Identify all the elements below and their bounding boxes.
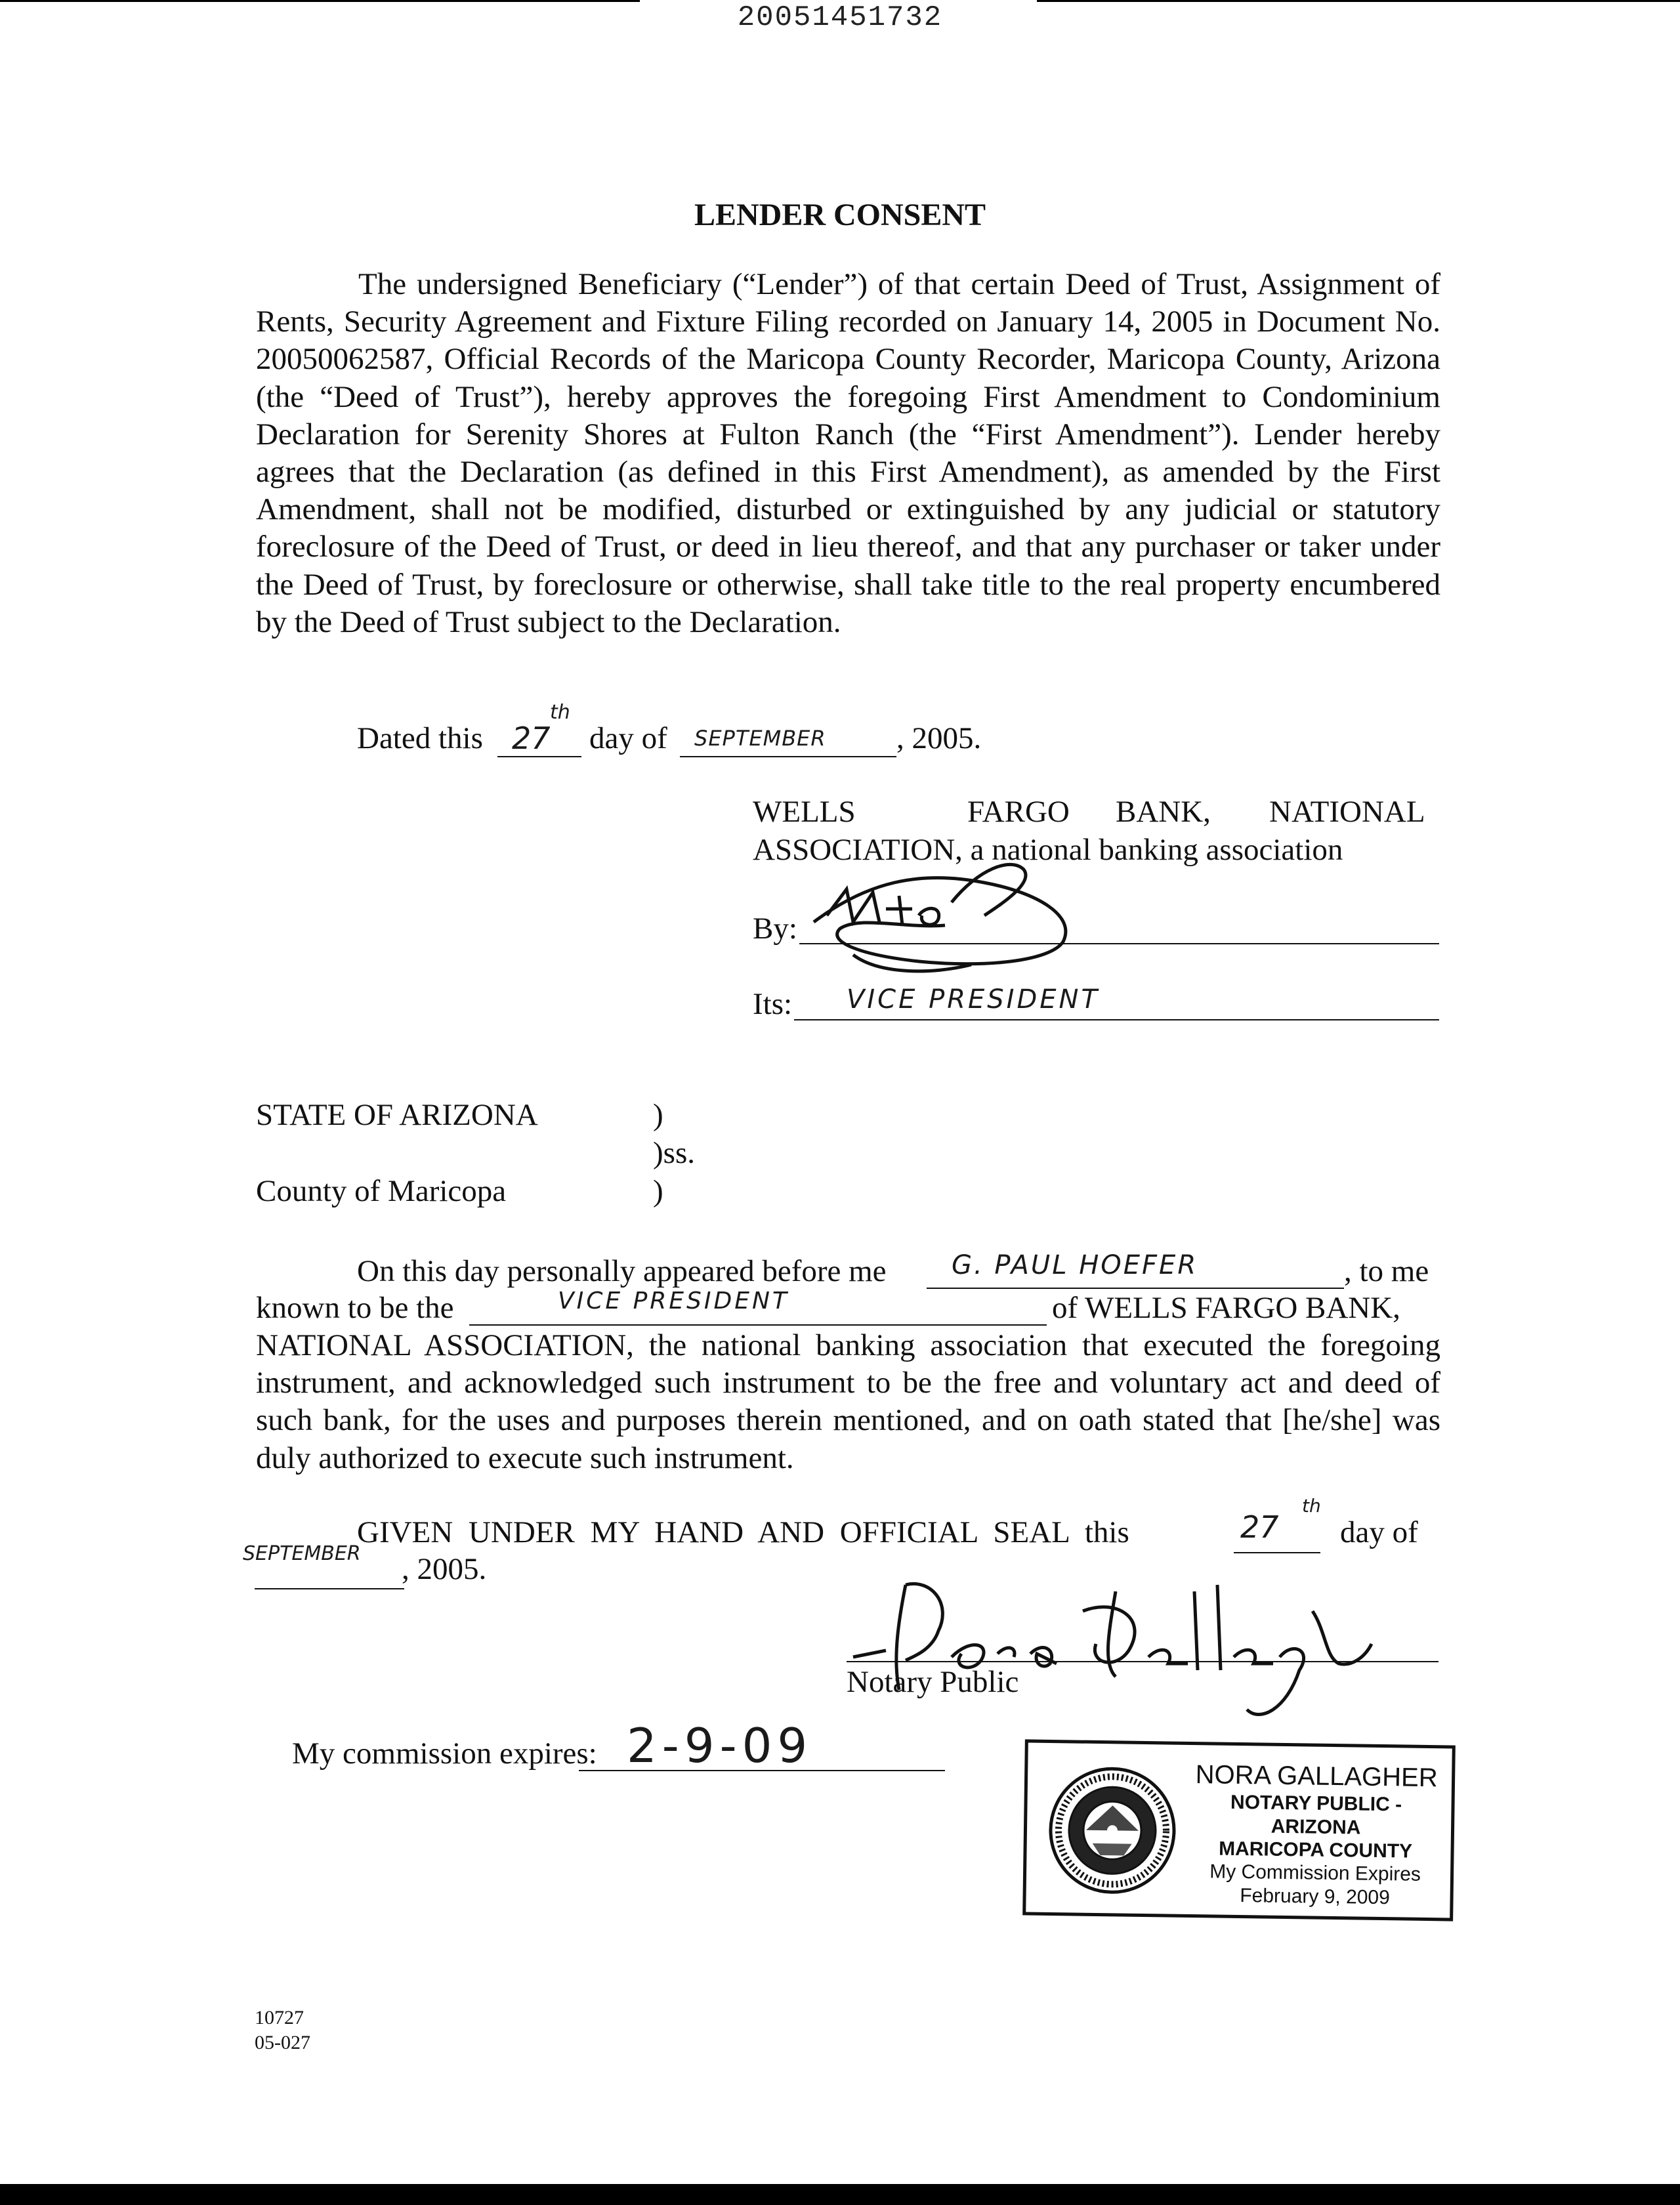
venue-state: STATE OF ARIZONA	[256, 1098, 538, 1132]
document-number: 20051451732	[737, 1, 943, 34]
ack-name: G. PAUL HOEFER	[952, 1250, 1198, 1280]
consent-text: The undersigned Beneficiary (“Lender”) of that certain Deed of Trust, Assignment of Rents, Security Agreement and Fixture Filing recorded on January 14, 2005 in Document No. 20050062587, Official Records of the Maricopa County Recorder, Maricopa County, Arizona (the “Deed of Trust”), hereby approves the foregoing First Amendment to Condominium Declaration for Serenity Shores at Fulton Ranch (the “First Amendment”). Lender hereby agrees that the Declaration (as defined in this First Amendment), as amended by the First Amendment, shall not be modified, disturbed or extinguished by any judicial or statutory foreclosure of the Deed of Trust, or deed in lieu thereof, and that any purchaser or taker under the Deed of Trust, by foreclosure or otherwise, shall take title to the real property encumbered by the Deed of Trust subject to the Declaration.	[256, 267, 1440, 639]
footer-code-1: 10727	[255, 2007, 304, 2028]
its-label: Its:	[753, 987, 793, 1021]
given-day: 27	[1240, 1509, 1279, 1545]
commission-value: 2-9-09	[627, 1718, 813, 1773]
stamp-commission-label: My Commission Expires	[1209, 1860, 1421, 1886]
bank-word-1: WELLS	[753, 795, 856, 829]
notary-seal-icon	[1046, 1764, 1179, 1897]
given-day-underline	[1234, 1552, 1320, 1553]
given-month: SEPTEMBER	[243, 1542, 361, 1565]
given-line1-suffix: day of	[1340, 1515, 1418, 1549]
consent-paragraph	[256, 266, 1440, 641]
stamp-county: MARICOPA COUNTY	[1218, 1838, 1413, 1862]
scan-edge-bottom	[0, 2184, 1680, 2205]
venue-paren-bottom: )	[653, 1174, 663, 1208]
ack-line1-prefix: On this day personally appeared before me	[357, 1254, 887, 1288]
bank-word-4: NATIONAL	[1269, 795, 1425, 829]
stamp-text	[1190, 1759, 1441, 1910]
notary-stamp	[1022, 1739, 1456, 1921]
page-title: LENDER CONSENT	[694, 198, 986, 232]
dated-month-underline	[680, 756, 896, 757]
given-year: , 2005.	[402, 1552, 487, 1586]
ack-paragraph	[256, 1327, 1440, 1477]
venue-ss: )ss.	[653, 1136, 695, 1170]
dated-month: SEPTEMBER	[694, 726, 826, 751]
ack-title: VICE PRESIDENT	[558, 1288, 789, 1314]
lender-signature	[788, 843, 1102, 978]
given-day-suffix: th	[1302, 1495, 1321, 1517]
stamp-commission-date: February 9, 2009	[1240, 1884, 1391, 1908]
dated-prefix: Dated this	[357, 721, 483, 755]
ack-title-underline	[469, 1324, 1047, 1326]
dated-year: , 2005.	[896, 721, 982, 755]
ack-line1-suffix: , to me	[1344, 1254, 1429, 1288]
given-month-underline	[255, 1588, 404, 1589]
bank-word-3: BANK,	[1116, 795, 1211, 829]
bank-word-2: FARGO	[967, 795, 1070, 829]
commission-label: My commission expires:	[292, 1736, 597, 1771]
footer-codes	[255, 2006, 310, 2055]
dated-day: 27	[512, 721, 551, 756]
stamp-title: NOTARY PUBLIC - ARIZONA	[1230, 1792, 1402, 1839]
its-value: VICE PRESIDENT	[847, 984, 1100, 1015]
dated-day-suffix: th	[550, 701, 570, 724]
notary-signature-line	[847, 1661, 1438, 1662]
notary-label: Notary Public	[847, 1665, 1019, 1699]
stamp-name: NORA GALLAGHER	[1195, 1760, 1438, 1793]
ack-line2-suffix: of WELLS FARGO BANK,	[1052, 1291, 1400, 1325]
its-line	[794, 1019, 1439, 1020]
dated-middle: day of	[589, 721, 667, 755]
ack-line2-prefix: known to be the	[256, 1291, 454, 1325]
dated-day-underline	[497, 756, 581, 757]
bank-name-line2: ASSOCIATION, a national banking association	[753, 833, 1343, 867]
given-line1-prefix: GIVEN UNDER MY HAND AND OFFICIAL SEAL this	[357, 1515, 1129, 1549]
venue-paren-top: )	[653, 1098, 663, 1132]
ack-name-underline	[927, 1288, 1344, 1289]
footer-code-2: 05-027	[255, 2032, 310, 2053]
venue-county: County of Maricopa	[256, 1174, 507, 1208]
ack-text: NATIONAL ASSOCIATION, the national banking association that executed the foregoing instrument, and acknowledged such instrument to be the free and voluntary act and deed of such bank, for the uses and purposes therein mentioned, and on oath stated that [he/she] was duly authorized to execute such instrument.	[256, 1328, 1440, 1475]
by-label: By:	[753, 912, 797, 946]
